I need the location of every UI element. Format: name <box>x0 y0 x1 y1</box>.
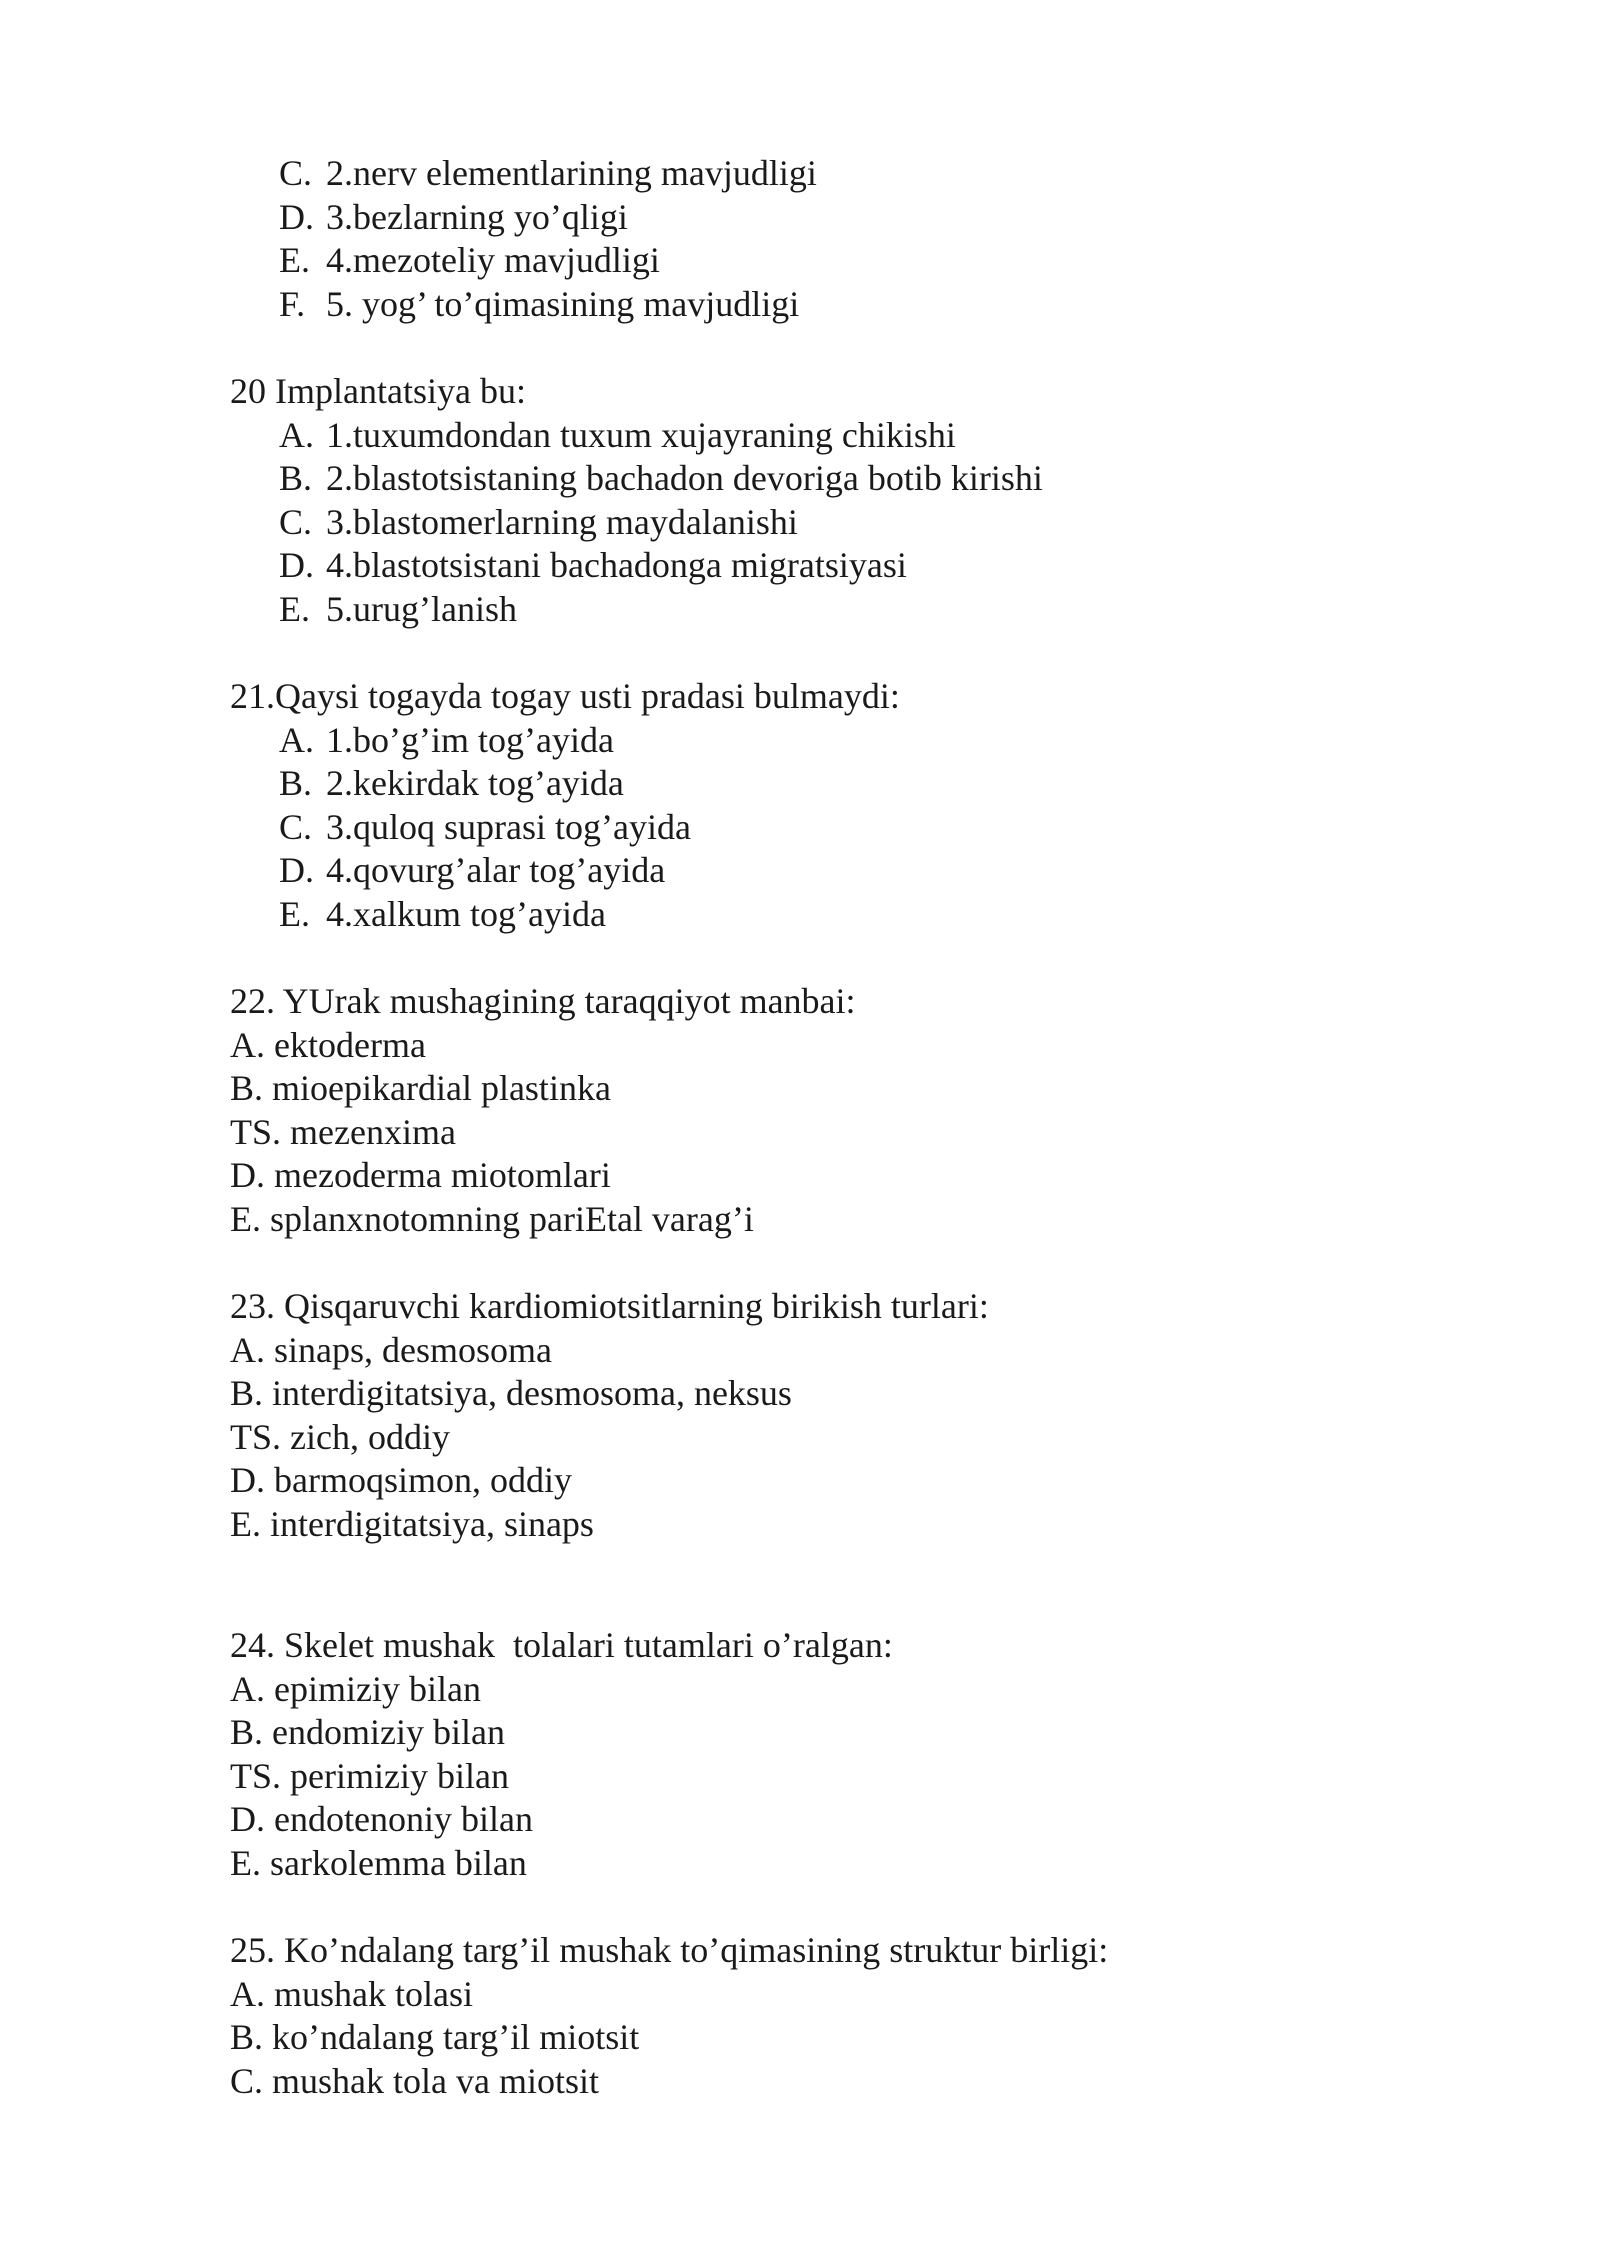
option-c <box>230 501 1530 545</box>
option-a: A. sinaps, desmosoma <box>230 1329 552 1370</box>
option-e <box>230 893 1530 937</box>
question-19-continued <box>230 152 1530 326</box>
option-text: 3.quloq suprasi tog’ayida <box>326 806 691 847</box>
option-a <box>230 719 1530 763</box>
option-letter: B. <box>279 458 313 499</box>
question-title: 23. Qisqaruvchi kardiomiotsitlarning birikish turlari: <box>230 1286 989 1326</box>
option-b: B. ko’ndalang targ’il miotsit <box>230 2017 640 2058</box>
option-letter: F. <box>279 283 306 324</box>
option-d <box>230 544 1530 588</box>
option-f <box>230 283 1530 327</box>
option-text: 4.qovurg’alar tog’ayida <box>326 850 666 891</box>
option-text: 4.blastotsistani bachadonga migratsiyasi <box>326 545 907 586</box>
option-c <box>230 806 1530 850</box>
option-a: A. epimiziy bilan <box>230 1668 481 1709</box>
option-letter: D. <box>279 850 314 891</box>
option-letter: D. <box>279 196 314 237</box>
option-d <box>230 849 1530 893</box>
option-b: B. interdigitatsiya, desmosoma, neksus <box>230 1373 792 1414</box>
option-text: 5.urug’lanish <box>326 588 517 629</box>
option-text: 2.blastotsistaning bachadon devoriga botib kirishi <box>326 458 1043 499</box>
question-23 <box>230 1285 1530 1547</box>
option-ts: TS. mezenxima <box>230 1111 456 1152</box>
question-title: 21.Qaysi togayda togay usti pradasi bulmaydi: <box>230 676 900 716</box>
option-text: 4.mezoteliy mavjudligi <box>326 240 660 281</box>
option-e <box>230 588 1530 632</box>
option-d: D. endotenoniy bilan <box>230 1799 533 1840</box>
option-letter: A. <box>279 414 314 455</box>
option-text: 2.kekirdak tog’ayida <box>326 763 624 804</box>
question-24 <box>230 1624 1530 1886</box>
question-title: 20 Implantatsiya bu: <box>230 371 526 411</box>
option-e <box>230 239 1530 283</box>
option-b <box>230 762 1530 806</box>
question-title: 22. YUrak mushagining taraqqiyot manbai: <box>230 981 856 1021</box>
option-ts: TS. perimiziy bilan <box>230 1755 509 1796</box>
option-letter: C. <box>279 806 313 847</box>
option-text: 1.bo’g’im tog’ayida <box>326 719 614 760</box>
option-e: E. splanxnotomning pariEtal varag’i <box>230 1198 754 1239</box>
option-a: A. mushak tolasi <box>230 1973 473 2014</box>
question-22 <box>230 980 1530 1242</box>
option-letter: D. <box>279 545 314 586</box>
option-b: B. endomiziy bilan <box>230 1712 505 1753</box>
option-letter: E. <box>279 240 310 281</box>
option-c <box>230 152 1530 196</box>
question-25 <box>230 1929 1530 2103</box>
option-e: E. sarkolemma bilan <box>230 1842 527 1883</box>
option-d <box>230 196 1530 240</box>
option-e: E. interdigitatsiya, sinaps <box>230 1503 594 1544</box>
option-text: 3.bezlarning yo’qligi <box>326 196 628 237</box>
option-d: D. barmoqsimon, oddiy <box>230 1460 572 1501</box>
option-text: 3.blastomerlarning maydalanishi <box>326 501 798 542</box>
option-text: 1.tuxumdondan tuxum xujayraning chikishi <box>326 414 956 455</box>
option-a: A. ektoderma <box>230 1024 426 1065</box>
option-b <box>230 457 1530 501</box>
question-20 <box>230 370 1530 632</box>
option-letter: E. <box>279 893 310 934</box>
option-text: 4.xalkum tog’ayida <box>326 893 606 934</box>
question-title: 25. Ko’ndalang targ’il mushak to’qimasining struktur birligi: <box>230 1930 1109 1970</box>
option-letter: A. <box>279 719 314 760</box>
option-letter: E. <box>279 588 310 629</box>
option-letter: C. <box>279 501 313 542</box>
option-c: C. mushak tola va miotsit <box>230 2060 599 2101</box>
option-a <box>230 414 1530 458</box>
question-title: 24. Skelet mushak tolalari tutamlari o’ralgan: <box>230 1625 893 1665</box>
option-b: B. mioepikardial plastinka <box>230 1068 611 1109</box>
option-text: 2.nerv elementlarining mavjudligi <box>326 153 817 193</box>
option-letter: B. <box>279 763 313 804</box>
option-text: 5. yog’ to’qimasining mavjudligi <box>326 283 800 324</box>
option-ts: TS. zich, oddiy <box>230 1416 450 1457</box>
option-d: D. mezoderma miotomlari <box>230 1155 611 1196</box>
question-21 <box>230 675 1530 937</box>
option-letter: C. <box>279 153 313 193</box>
